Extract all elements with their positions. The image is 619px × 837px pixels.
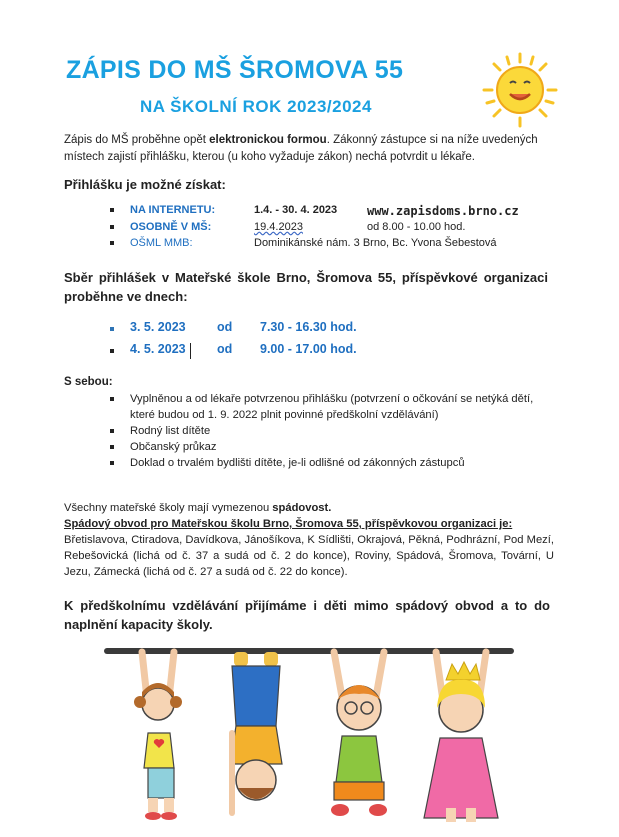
intro-paragraph: Zápis do MŠ proběhne opět elektronickou formou. Zákonný zástupce si na níže uvedených místech zajistí přihlášku, kterou (u koho vyžaduje zákon) nechá potvrdit u lékaře. — [64, 134, 538, 163]
where-info: od 8.00 - 10.00 hod. — [367, 221, 466, 233]
list-item: Vyplněnou a od lékaře potvrzenou přihlášku (potvrzení o očkování se netýká dětí, které budou od 1. 9. 2022 plnit povinné předškolní vzdělávání) — [110, 391, 554, 423]
bullet-icon — [110, 208, 114, 212]
where-date: Dominikánské nám. 3 Brno, Bc. Yvona Šebestová — [254, 237, 497, 249]
bring-heading: S sebou: — [64, 376, 113, 388]
bullet-icon — [110, 225, 114, 229]
website-link[interactable]: www.zapisdoms.brno.cz — [367, 204, 519, 218]
list-item — [110, 221, 550, 235]
page-title: ZÁPIS DO MŠ ŠROMOVA 55 — [66, 56, 404, 84]
list-item: Doklad o trvalém bydlišti dítěte, je-li odlišné od zákonných zástupců — [110, 455, 554, 471]
list-item — [110, 342, 410, 360]
list-item: Občanský průkaz — [110, 439, 554, 455]
where-heading: Přihlášku je možné získat: — [64, 177, 226, 192]
list-item: Rodný list dítěte — [110, 423, 554, 439]
bullet-icon — [110, 445, 114, 449]
sun-illustration — [480, 50, 560, 130]
date-od: od — [217, 320, 233, 334]
date-value: 3. 5. 2023 — [130, 320, 186, 334]
catchment-area — [64, 500, 554, 580]
bullet-icon — [110, 429, 114, 433]
bring-list — [110, 391, 554, 471]
bullet-icon — [110, 397, 114, 401]
text-cursor — [190, 343, 191, 359]
where-label: NA INTERNETU: — [130, 204, 216, 216]
where-date: 1.4. - 30. 4. 2023 — [254, 204, 338, 216]
final-note: K předškolnímu vzdělávání přijímáme i děti mimo spádový obvod a to do naplnění kapacity školy. — [64, 598, 550, 632]
collection-heading: Sběr přihlášek v Mateřské škole Brno, Šromova 55, příspěvkové organizaci proběhne ve dnech: — [64, 270, 548, 304]
date-time: 7.30 - 16.30 hod. — [260, 320, 357, 334]
list-item — [110, 204, 550, 218]
kids-hanging-illustration — [104, 638, 514, 828]
page-subtitle: NA ŠKOLNÍ ROK 2023/2024 — [140, 97, 372, 116]
date-time: 9.00 - 17.00 hod. — [260, 342, 357, 356]
list-item — [110, 237, 550, 251]
date-od: od — [217, 342, 233, 356]
bullet-icon — [110, 327, 114, 331]
where-date: 19.4.2023 — [254, 221, 303, 233]
bullet-icon — [110, 461, 114, 465]
catchment-streets: Břetislavova, Ctiradova, Davídkova, Jánošíkova, K Sídlišti, Okrajová, Pěkná, Podhrázní, Pod Mezí, Rebešovická (lichá od č. 37 a sudá od č. 2 do konce), Roviny, Spádová, Šromova, Tovární, U Jezu, Zámecká (lichá od č. 27 a sudá od č. 22 do konce). — [64, 534, 554, 578]
where-label: OŠML MMB: — [130, 237, 193, 249]
catchment-heading: Spádový obvod pro Mateřskou školu Brno, Šromova 55, příspěvkovou organizaci je: — [64, 518, 513, 530]
date-value: 4. 5. 2023 — [130, 342, 186, 356]
bullet-icon — [110, 349, 114, 353]
bullet-icon — [110, 241, 114, 245]
where-label: OSOBNĚ V MŠ: — [130, 221, 212, 233]
list-item — [110, 320, 410, 338]
catchment-intro: Všechny mateřské školy mají vymezenou spádovost. — [64, 502, 332, 514]
